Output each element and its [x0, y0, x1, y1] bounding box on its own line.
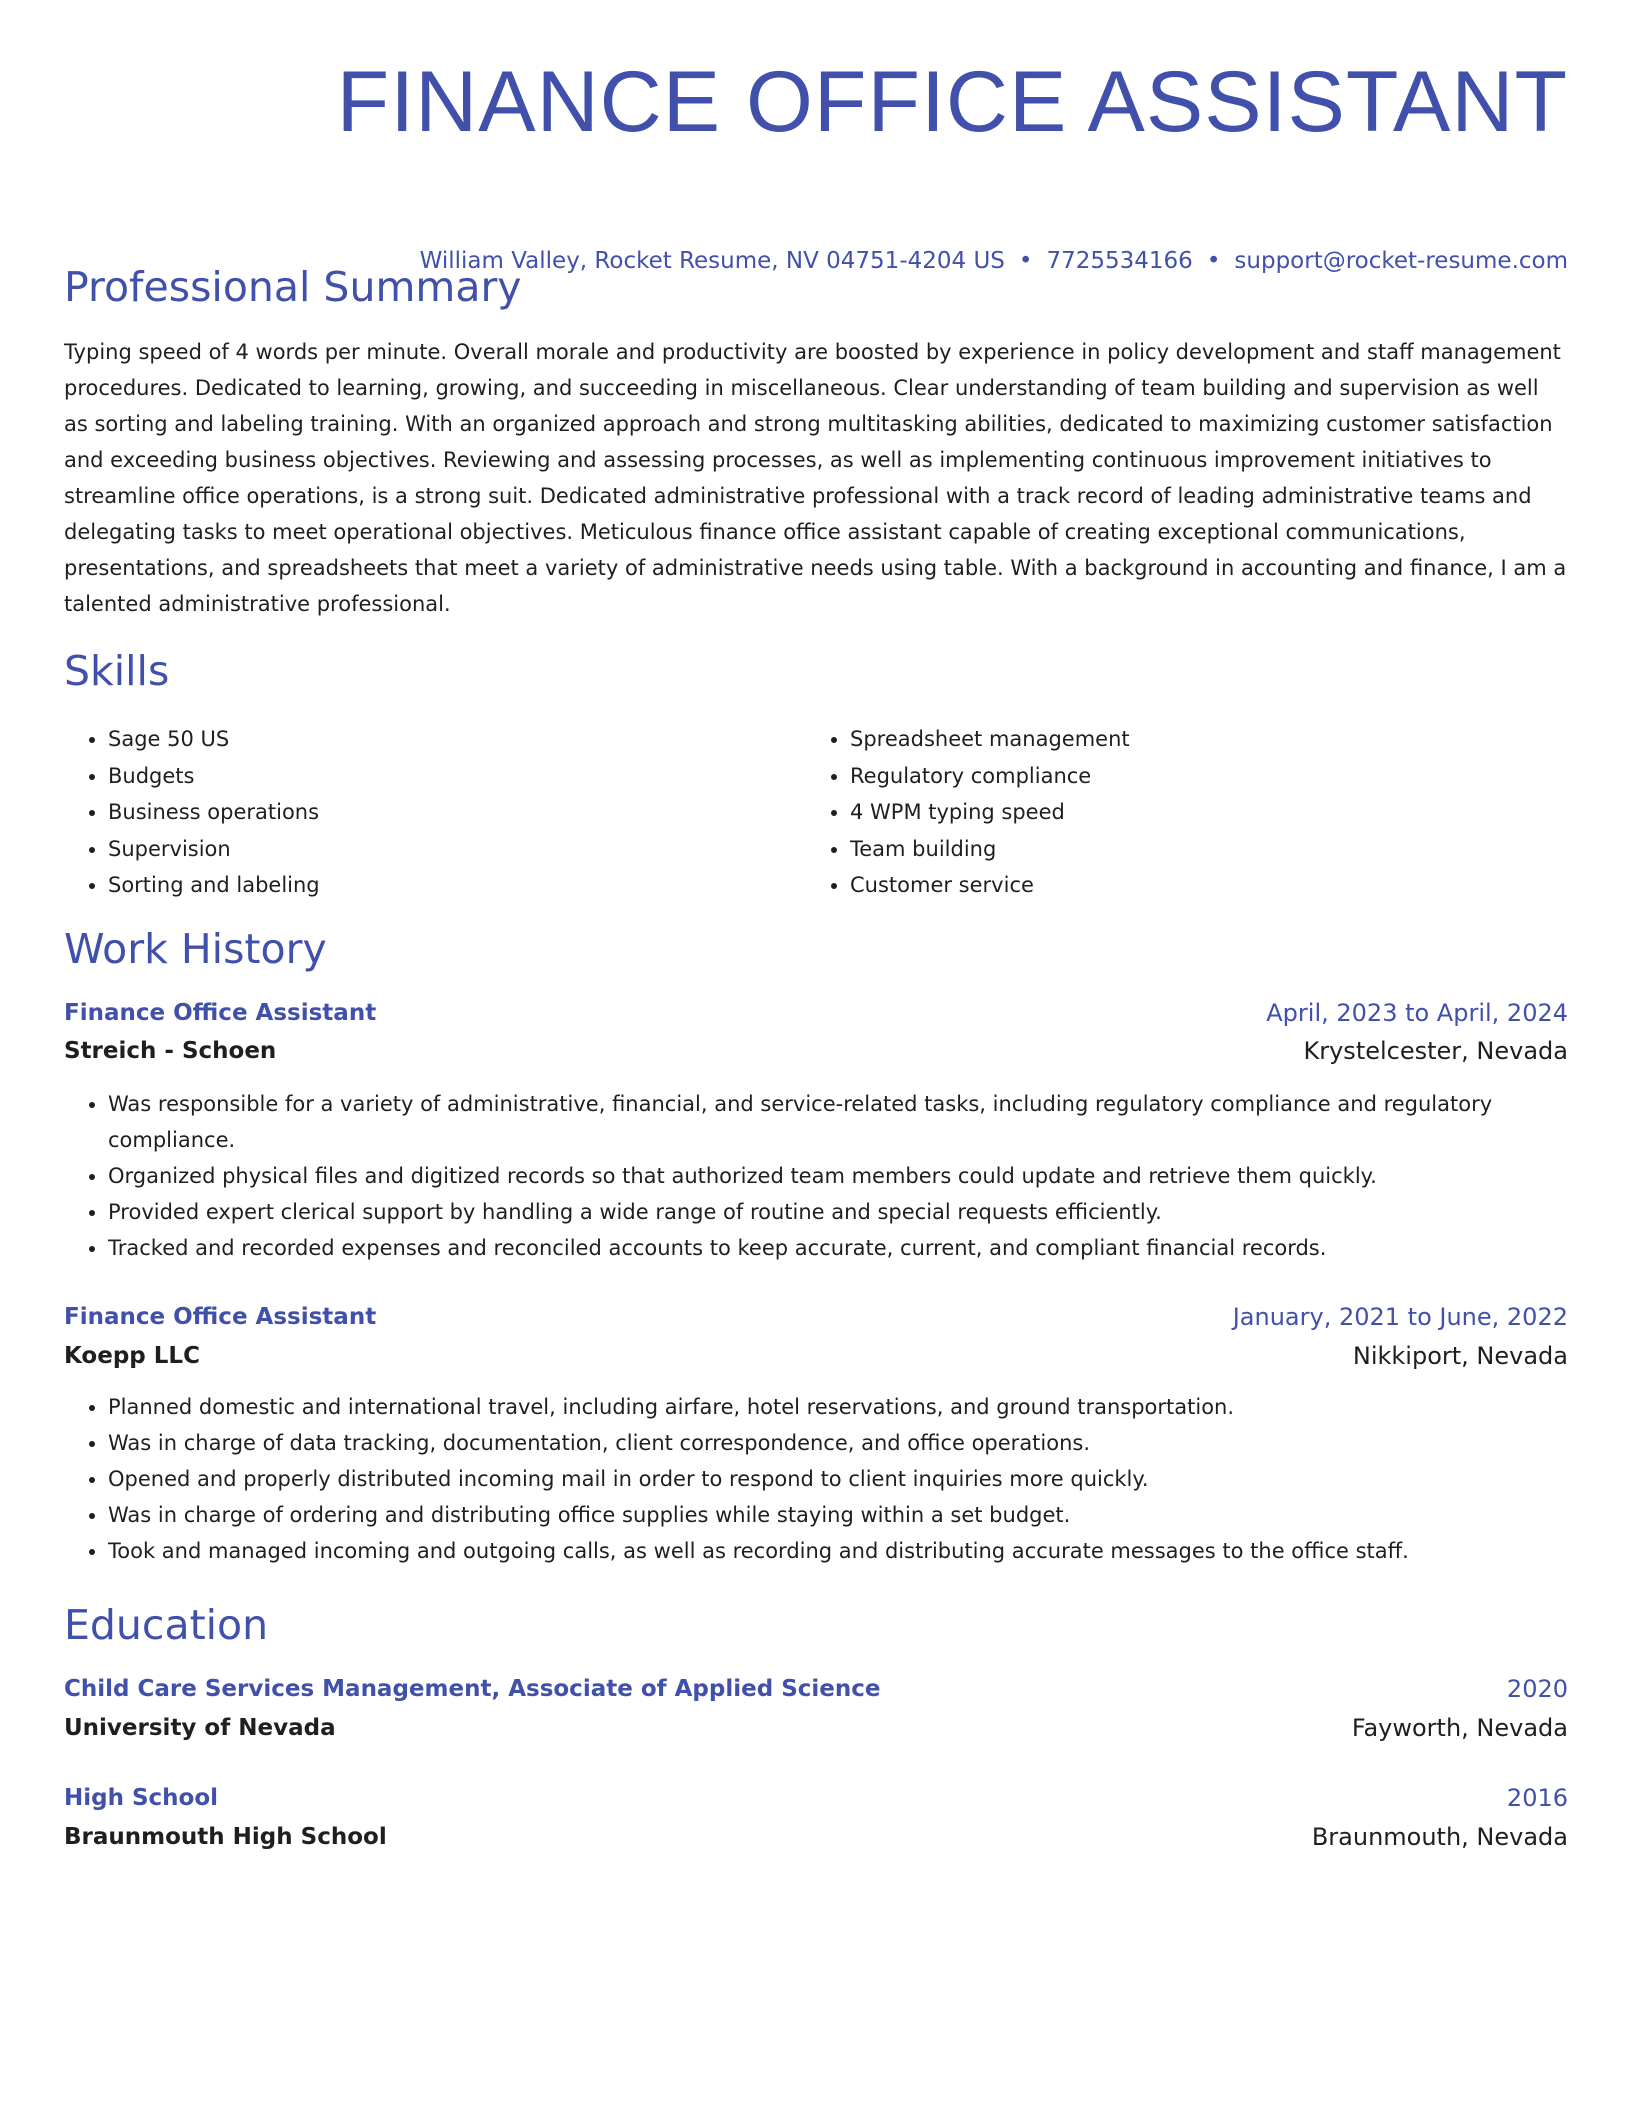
job-dates: April, 2023 to April, 2024 — [1266, 999, 1568, 1027]
job-bullet: • Took and managed incoming and outgoing calls, as well as recording and distributing accurate messages to the office staff. — [108, 1533, 1568, 1569]
education-school: Braunmouth High School — [64, 1824, 387, 1850]
job-bullet: • Was in charge of ordering and distributing office supplies while staying within a set budget. — [108, 1497, 1568, 1533]
skill-item: • Sage 50 US — [108, 721, 806, 758]
education-degree: High School — [64, 1785, 219, 1811]
job-bullet: • Was in charge of data tracking, documentation, client correspondence, and office operations. — [108, 1425, 1568, 1461]
education-header-row — [64, 1783, 1568, 1813]
contact-email[interactable]: support@rocket-resume.com — [1234, 248, 1568, 274]
job-bullet: • Organized physical files and digitized records so that authorized team members could update and retrieve them quickly. — [108, 1158, 1568, 1194]
job-company: Streich - Schoen — [64, 1038, 277, 1064]
section-title-summary: Professional Summary — [64, 263, 522, 311]
skill-item: • Regulatory compliance — [850, 758, 1548, 795]
section-title-skills: Skills — [64, 647, 170, 695]
separator-dot: • — [1018, 248, 1033, 274]
contact-phone[interactable]: 7725534166 — [1046, 248, 1193, 274]
job-header-row — [64, 998, 1568, 1028]
skill-item: • Supervision — [108, 831, 806, 868]
job-bullets — [64, 1389, 1568, 1569]
job-title: Finance Office Assistant — [64, 1304, 377, 1330]
job-company-row — [64, 1036, 1568, 1066]
candidate-name: FINANCE OFFICE ASSISTANT — [336, 54, 1568, 150]
skill-item: • Spreadsheet management — [850, 721, 1548, 758]
contact-address: William Valley, Rocket Resume, NV 04751-4204 US — [419, 248, 1005, 274]
job-bullets — [64, 1086, 1568, 1266]
education-school-row — [64, 1822, 1568, 1852]
education-location: Braunmouth, Nevada — [1311, 1823, 1568, 1851]
education-year: 2016 — [1506, 1784, 1568, 1812]
job-bullet: • Opened and properly distributed incoming mail in order to respond to client inquiries more quickly. — [108, 1461, 1568, 1497]
job-location: Nikkiport, Nevada — [1352, 1342, 1568, 1370]
summary-text: Typing speed of 4 words per minute. Overall morale and productivity are boosted by experience in policy development and staff management procedures. Dedicated to learning, growing, and succeeding in miscellaneous. Clear understanding of team building and supervision as well as sorting and labeling training. With an organized approach and strong multitasking abilities, dedicated to maximizing customer satisfaction and exceeding business objectives. Reviewing and assessing processes, as well as implementing continuous improvement initiatives to streamline office operations, is a strong suit. Dedicated administrative professional with a track record of leading administrative teams and delegating tasks to meet operational objectives. Meticulous finance office assistant capable of creating exceptional communications, presentations, and spreadsheets that meet a variety of administrative needs using table. With a background in accounting and finance, I am a talented administrative professional. — [64, 340, 1567, 616]
education-school: University of Nevada — [64, 1715, 336, 1741]
job-title: Finance Office Assistant — [64, 1000, 377, 1026]
education-year: 2020 — [1506, 1675, 1568, 1703]
job-bullet: • Provided expert clerical support by handling a wide range of routine and special requests efficiently. — [108, 1194, 1568, 1230]
education-school-row — [64, 1713, 1568, 1743]
job-dates: January, 2021 to June, 2022 — [1232, 1303, 1568, 1331]
section-title-work-history: Work History — [64, 925, 327, 973]
job-company-row — [64, 1341, 1568, 1371]
education-degree: Child Care Services Management, Associate of Applied Science — [64, 1676, 881, 1702]
resume-header — [64, 52, 1568, 152]
skill-item: • Budgets — [108, 758, 806, 795]
job-location: Krystelcester, Nevada — [1303, 1037, 1568, 1065]
job-bullet: • Was responsible for a variety of administrative, financial, and service-related tasks, including regulatory compliance and regulatory compliance. — [108, 1086, 1568, 1158]
skill-item: • Sorting and labeling — [108, 867, 806, 904]
skill-item: • Customer service — [850, 867, 1548, 904]
job-bullet: • Tracked and recorded expenses and reconciled accounts to keep accurate, current, and compliant financial records. — [108, 1230, 1568, 1266]
skills-column-left — [64, 721, 806, 904]
education-header-row — [64, 1674, 1568, 1704]
education-location: Fayworth, Nevada — [1351, 1714, 1568, 1742]
skills-column-right — [806, 721, 1548, 904]
section-title-education: Education — [64, 1601, 269, 1649]
contact-line — [420, 246, 1568, 276]
skill-item: • Team building — [850, 831, 1548, 868]
job-header-row — [64, 1302, 1568, 1332]
skill-item: • 4 WPM typing speed — [850, 794, 1548, 831]
job-bullet: • Planned domestic and international travel, including airfare, hotel reservations, and ground transportation. — [108, 1389, 1568, 1425]
skill-item: • Business operations — [108, 794, 806, 831]
job-company: Koepp LLC — [64, 1343, 200, 1369]
skills-list — [64, 721, 1568, 904]
separator-dot: • — [1206, 248, 1221, 274]
